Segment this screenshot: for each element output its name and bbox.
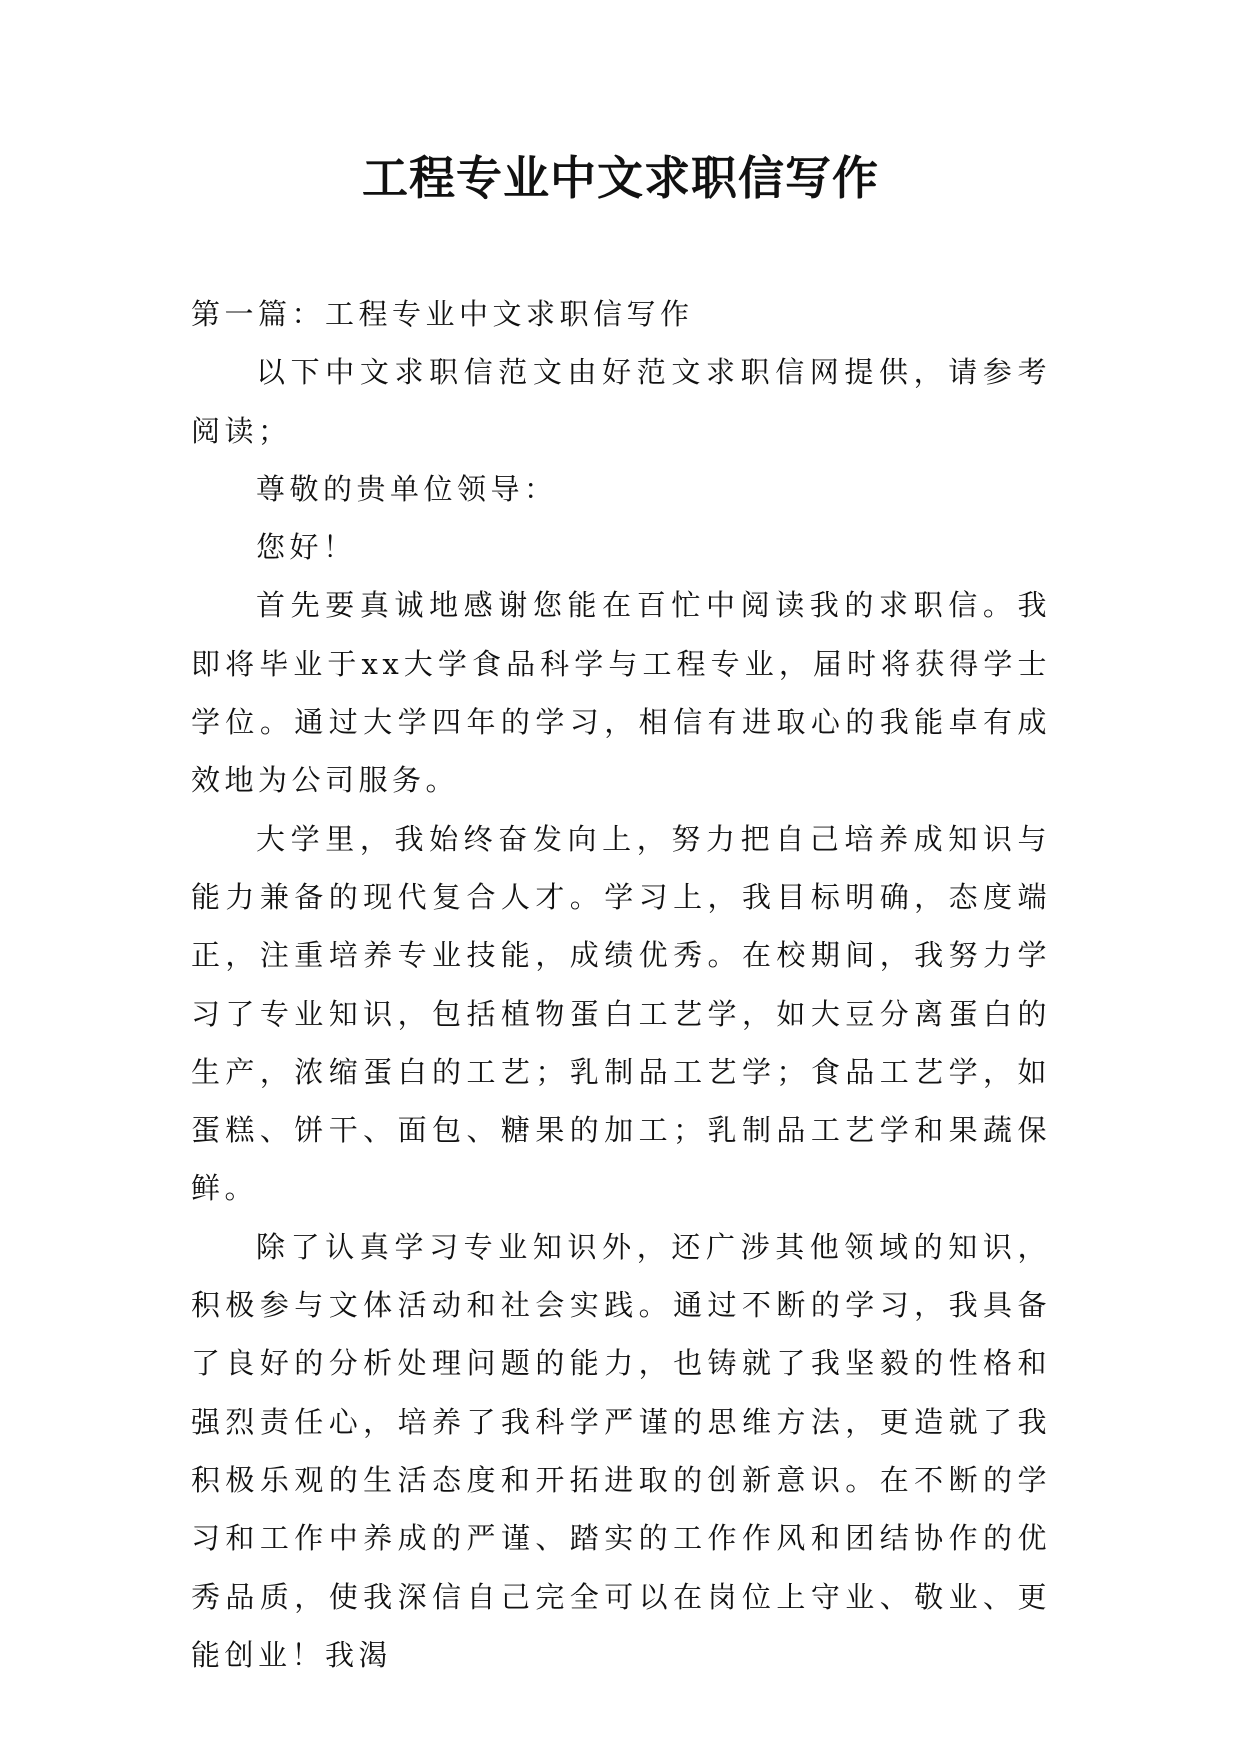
document-title: 工程专业中文求职信写作 [362, 151, 879, 205]
document-body [191, 285, 1051, 1684]
paragraph-greeting: 您好！ [256, 530, 357, 565]
paragraph-intro: 以下中文求职信范文由好范文求职信网提供，请参考阅读； [191, 355, 1051, 448]
paragraph-activities: 除了认真学习专业知识外，还广涉其他领域的知识，积极参与文体活动和社会实践。通过不断的学习，我具备了良好的分析处理问题的能力，也铸就了我坚毅的性格和强烈责任心，培养了我科学严谨的思维方法，更造就了我积极乐观的生活态度和开拓进取的创新意识。在不断的学习和工作中养成的严谨、踏实的工作作风和团结协作的优秀品质，使我深信自己完全可以在岗位上守业、敬业、更能创业！我渴 [191, 1229, 1051, 1672]
section-heading: 第一篇：工程专业中文求职信写作 [191, 297, 694, 331]
paragraph-study: 大学里，我始终奋发向上，努力把自己培养成知识与能力兼备的现代复合人才。学习上，我目标明确，态度端正，注重培养专业技能，成绩优秀。在校期间，我努力学习了专业知识，包括植物蛋白工艺学，如大豆分离蛋白的生产，浓缩蛋白的工艺；乳制品工艺学；食品工艺学，如蛋糕、饼干、面包、糖果的加工；乳制品工艺学和果蔬保鲜。 [191, 821, 1051, 1206]
paragraph-opening: 首先要真诚地感谢您能在百忙中阅读我的求职信。我即将毕业于xx大学食品科学与工程专业，届时将获得学士学位。通过大学四年的学习，相信有进取心的我能卓有成效地为公司服务。 [191, 588, 1051, 798]
paragraph-salutation: 尊敬的贵单位领导： [256, 471, 558, 506]
